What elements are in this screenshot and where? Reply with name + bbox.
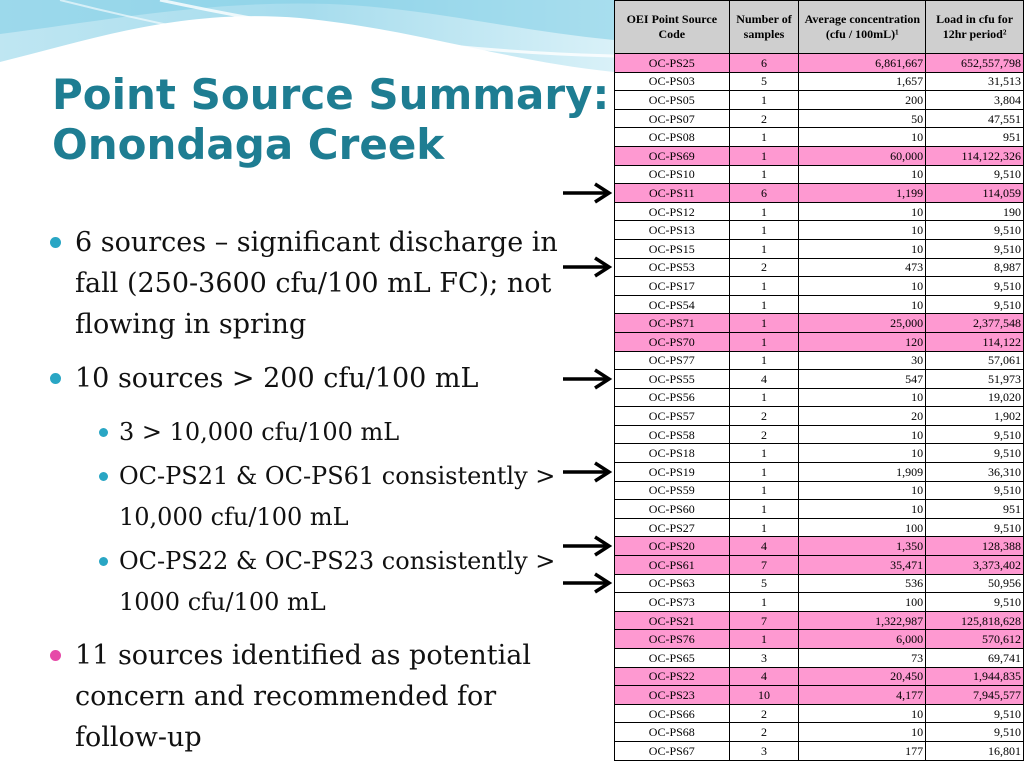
cell-avg-concentration: 10: [799, 425, 926, 444]
cell-avg-concentration: 120: [799, 332, 926, 351]
cell-samples: 6: [729, 184, 799, 203]
cell-avg-concentration: 177: [799, 741, 926, 760]
table-row: [615, 518, 1024, 537]
cell-load: 125,818,628: [926, 611, 1024, 630]
cell-load: 114,059: [926, 184, 1024, 203]
table-row: [615, 444, 1024, 463]
bullet-text: OC-PS21 & OC-PS61 consistently > 10,000 cfu/100 mL: [119, 462, 556, 531]
cell-load: 9,510: [926, 704, 1024, 723]
cell-load: 951: [926, 128, 1024, 147]
table-row: [615, 351, 1024, 370]
cell-code: OC-PS19: [615, 463, 730, 482]
slide-title: [52, 70, 609, 171]
cell-load: 9,510: [926, 518, 1024, 537]
cell-code: OC-PS60: [615, 500, 730, 519]
cell-avg-concentration: 25,000: [799, 314, 926, 333]
bullet-item: [48, 635, 578, 758]
header-load: Load in cfu for 12hr period²: [926, 1, 1024, 54]
cell-samples: 1: [729, 239, 799, 258]
cell-load: 570,612: [926, 630, 1024, 649]
bullet-text: OC-PS22 & OC-PS23 consistently > 1000 cfu/100 mL: [119, 547, 556, 616]
cell-samples: 1: [729, 481, 799, 500]
cell-load: 47,551: [926, 109, 1024, 128]
bullet-dot-icon: [99, 472, 108, 481]
cell-avg-concentration: 100: [799, 593, 926, 612]
cell-code: OC-PS11: [615, 184, 730, 203]
cell-load: 2,377,548: [926, 314, 1024, 333]
cell-code: OC-PS58: [615, 425, 730, 444]
cell-code: OC-PS68: [615, 723, 730, 742]
bullet-dot-icon: [50, 650, 61, 661]
cell-avg-concentration: 1,657: [799, 72, 926, 91]
table-row: [615, 723, 1024, 742]
cell-load: 3,373,402: [926, 556, 1024, 575]
cell-load: 36,310: [926, 463, 1024, 482]
sub-bullet-item: [98, 412, 578, 453]
table-row: [615, 239, 1024, 258]
cell-code: OC-PS54: [615, 295, 730, 314]
bullet-text: 10 sources > 200 cfu/100 mL: [75, 363, 479, 394]
table-header-row: [615, 1, 1024, 54]
cell-samples: 10: [729, 686, 799, 705]
cell-load: 69,741: [926, 649, 1024, 668]
cell-avg-concentration: 10: [799, 277, 926, 296]
title-line-2: Onondaga Creek: [52, 120, 445, 170]
cell-samples: 1: [729, 463, 799, 482]
table-row: [615, 593, 1024, 612]
bullet-dot-icon: [99, 557, 108, 566]
cell-code: OC-PS18: [615, 444, 730, 463]
table-row: [615, 221, 1024, 240]
cell-code: OC-PS76: [615, 630, 730, 649]
cell-avg-concentration: 4,177: [799, 686, 926, 705]
cell-load: 9,510: [926, 481, 1024, 500]
cell-code: OC-PS67: [615, 741, 730, 760]
table-row: [615, 574, 1024, 593]
cell-avg-concentration: 10: [799, 221, 926, 240]
table-row: [615, 370, 1024, 389]
cell-avg-concentration: 10: [799, 165, 926, 184]
cell-samples: 1: [729, 277, 799, 296]
cell-code: OC-PS15: [615, 239, 730, 258]
table-row: [615, 332, 1024, 351]
cell-samples: 1: [729, 314, 799, 333]
cell-samples: 7: [729, 556, 799, 575]
cell-samples: 5: [729, 574, 799, 593]
cell-load: 19,020: [926, 388, 1024, 407]
cell-avg-concentration: 30: [799, 351, 926, 370]
right-arrow-icon: [562, 535, 614, 557]
cell-code: OC-PS23: [615, 686, 730, 705]
cell-samples: 1: [729, 128, 799, 147]
bullet-dot-icon: [50, 373, 61, 384]
cell-samples: 1: [729, 202, 799, 221]
cell-load: 1,902: [926, 407, 1024, 426]
table-row: [615, 109, 1024, 128]
cell-avg-concentration: 50: [799, 109, 926, 128]
cell-samples: 2: [729, 258, 799, 277]
table-row: [615, 611, 1024, 630]
header-code: OEI Point Source Code: [615, 1, 730, 54]
cell-samples: 3: [729, 741, 799, 760]
cell-avg-concentration: 10: [799, 295, 926, 314]
cell-avg-concentration: 35,471: [799, 556, 926, 575]
cell-samples: 1: [729, 593, 799, 612]
cell-code: OC-PS25: [615, 54, 730, 73]
cell-load: 16,801: [926, 741, 1024, 760]
cell-code: OC-PS27: [615, 518, 730, 537]
table-row: [615, 54, 1024, 73]
cell-load: 9,510: [926, 723, 1024, 742]
cell-avg-concentration: 200: [799, 91, 926, 110]
cell-samples: 1: [729, 444, 799, 463]
cell-code: OC-PS73: [615, 593, 730, 612]
cell-code: OC-PS65: [615, 649, 730, 668]
cell-load: 9,510: [926, 239, 1024, 258]
cell-avg-concentration: 1,350: [799, 537, 926, 556]
cell-samples: 1: [729, 388, 799, 407]
right-arrow-icon: [562, 256, 614, 278]
table-row: [615, 91, 1024, 110]
cell-avg-concentration: 547: [799, 370, 926, 389]
cell-code: OC-PS22: [615, 667, 730, 686]
table-row: [615, 202, 1024, 221]
table-row: [615, 537, 1024, 556]
header-avg-concentration: Average concentration (cfu / 100mL)¹: [799, 1, 926, 54]
bullet-dot-icon: [50, 237, 61, 248]
cell-load: 9,510: [926, 221, 1024, 240]
bullet-list: [48, 222, 578, 771]
cell-code: OC-PS57: [615, 407, 730, 426]
cell-avg-concentration: 100: [799, 518, 926, 537]
cell-samples: 4: [729, 537, 799, 556]
cell-samples: 1: [729, 351, 799, 370]
cell-samples: 1: [729, 165, 799, 184]
cell-avg-concentration: 1,322,987: [799, 611, 926, 630]
cell-code: OC-PS53: [615, 258, 730, 277]
cell-load: 652,557,798: [926, 54, 1024, 73]
cell-avg-concentration: 20,450: [799, 667, 926, 686]
cell-load: 7,945,577: [926, 686, 1024, 705]
cell-avg-concentration: 6,861,667: [799, 54, 926, 73]
table-row: [615, 425, 1024, 444]
cell-code: OC-PS61: [615, 556, 730, 575]
cell-load: 9,510: [926, 295, 1024, 314]
cell-load: 31,513: [926, 72, 1024, 91]
bullet-item: [48, 358, 578, 399]
cell-samples: 4: [729, 667, 799, 686]
cell-avg-concentration: 473: [799, 258, 926, 277]
title-line-1: Point Source Summary:: [52, 70, 610, 119]
cell-code: OC-PS69: [615, 146, 730, 165]
header-samples: Number of samples: [729, 1, 799, 54]
cell-code: OC-PS17: [615, 277, 730, 296]
cell-code: OC-PS05: [615, 91, 730, 110]
cell-samples: 1: [729, 91, 799, 110]
cell-samples: 1: [729, 500, 799, 519]
cell-load: 9,510: [926, 593, 1024, 612]
cell-code: OC-PS03: [615, 72, 730, 91]
cell-samples: 1: [729, 630, 799, 649]
table-row: [615, 295, 1024, 314]
cell-avg-concentration: 10: [799, 481, 926, 500]
cell-avg-concentration: 60,000: [799, 146, 926, 165]
cell-code: OC-PS13: [615, 221, 730, 240]
table-row: [615, 556, 1024, 575]
table-row: [615, 128, 1024, 147]
right-arrow-icon: [562, 182, 614, 204]
cell-code: OC-PS66: [615, 704, 730, 723]
cell-samples: 1: [729, 295, 799, 314]
cell-avg-concentration: 1,199: [799, 184, 926, 203]
bullet-item: [48, 222, 578, 345]
cell-avg-concentration: 10: [799, 444, 926, 463]
bullet-text: 6 sources – significant discharge in fall (250-3600 cfu/100 mL FC); not flowing in spring: [75, 227, 558, 340]
cell-avg-concentration: 10: [799, 388, 926, 407]
point-source-table-container: [614, 0, 1024, 768]
table-row: [615, 388, 1024, 407]
cell-avg-concentration: 10: [799, 500, 926, 519]
cell-samples: 2: [729, 704, 799, 723]
cell-load: 1,944,835: [926, 667, 1024, 686]
cell-samples: 1: [729, 221, 799, 240]
cell-avg-concentration: 73: [799, 649, 926, 668]
cell-avg-concentration: 10: [799, 723, 926, 742]
cell-load: 3,804: [926, 91, 1024, 110]
table-row: [615, 258, 1024, 277]
table-row: [615, 184, 1024, 203]
cell-load: 9,510: [926, 425, 1024, 444]
cell-load: 57,061: [926, 351, 1024, 370]
cell-samples: 2: [729, 407, 799, 426]
cell-load: 114,122,326: [926, 146, 1024, 165]
table-row: [615, 649, 1024, 668]
cell-code: OC-PS21: [615, 611, 730, 630]
table-row: [615, 667, 1024, 686]
cell-samples: 1: [729, 518, 799, 537]
table-row: [615, 165, 1024, 184]
cell-samples: 1: [729, 146, 799, 165]
table-row: [615, 146, 1024, 165]
cell-code: OC-PS12: [615, 202, 730, 221]
table-row: [615, 630, 1024, 649]
sub-bullet-item: [98, 541, 578, 623]
cell-code: OC-PS77: [615, 351, 730, 370]
table-row: [615, 463, 1024, 482]
table-row: [615, 741, 1024, 760]
table-row: [615, 481, 1024, 500]
table-row: [615, 277, 1024, 296]
right-arrow-icon: [562, 368, 614, 390]
cell-samples: 5: [729, 72, 799, 91]
table-row: [615, 686, 1024, 705]
cell-samples: 6: [729, 54, 799, 73]
cell-samples: 1: [729, 332, 799, 351]
cell-avg-concentration: 10: [799, 704, 926, 723]
table-row: [615, 500, 1024, 519]
cell-avg-concentration: 536: [799, 574, 926, 593]
cell-samples: 2: [729, 723, 799, 742]
bullet-dot-icon: [99, 428, 108, 437]
cell-samples: 2: [729, 425, 799, 444]
cell-code: OC-PS20: [615, 537, 730, 556]
cell-load: 8,987: [926, 258, 1024, 277]
cell-avg-concentration: 1,909: [799, 463, 926, 482]
cell-load: 951: [926, 500, 1024, 519]
cell-load: 9,510: [926, 165, 1024, 184]
cell-code: OC-PS10: [615, 165, 730, 184]
cell-code: OC-PS07: [615, 109, 730, 128]
bullet-text: 3 > 10,000 cfu/100 mL: [119, 418, 400, 446]
cell-samples: 7: [729, 611, 799, 630]
right-arrow-icon: [562, 572, 614, 594]
cell-code: OC-PS55: [615, 370, 730, 389]
cell-code: OC-PS71: [615, 314, 730, 333]
cell-code: OC-PS63: [615, 574, 730, 593]
sub-bullet-item: [98, 456, 578, 538]
cell-code: OC-PS59: [615, 481, 730, 500]
cell-load: 190: [926, 202, 1024, 221]
cell-avg-concentration: 10: [799, 202, 926, 221]
bullet-text: 11 sources identified as potential concern and recommended for follow-up: [75, 640, 532, 753]
cell-load: 9,510: [926, 444, 1024, 463]
cell-avg-concentration: 6,000: [799, 630, 926, 649]
point-source-table: [614, 0, 1024, 761]
cell-samples: 3: [729, 649, 799, 668]
cell-avg-concentration: 10: [799, 239, 926, 258]
table-body: [615, 54, 1024, 761]
table-row: [615, 72, 1024, 91]
cell-avg-concentration: 10: [799, 128, 926, 147]
cell-code: OC-PS56: [615, 388, 730, 407]
table-row: [615, 704, 1024, 723]
cell-samples: 4: [729, 370, 799, 389]
cell-load: 128,388: [926, 537, 1024, 556]
cell-samples: 2: [729, 109, 799, 128]
table-row: [615, 314, 1024, 333]
cell-code: OC-PS70: [615, 332, 730, 351]
right-arrow-icon: [562, 461, 614, 483]
cell-code: OC-PS08: [615, 128, 730, 147]
cell-load: 114,122: [926, 332, 1024, 351]
cell-load: 9,510: [926, 277, 1024, 296]
cell-avg-concentration: 20: [799, 407, 926, 426]
cell-load: 51,973: [926, 370, 1024, 389]
table-row: [615, 407, 1024, 426]
cell-load: 50,956: [926, 574, 1024, 593]
